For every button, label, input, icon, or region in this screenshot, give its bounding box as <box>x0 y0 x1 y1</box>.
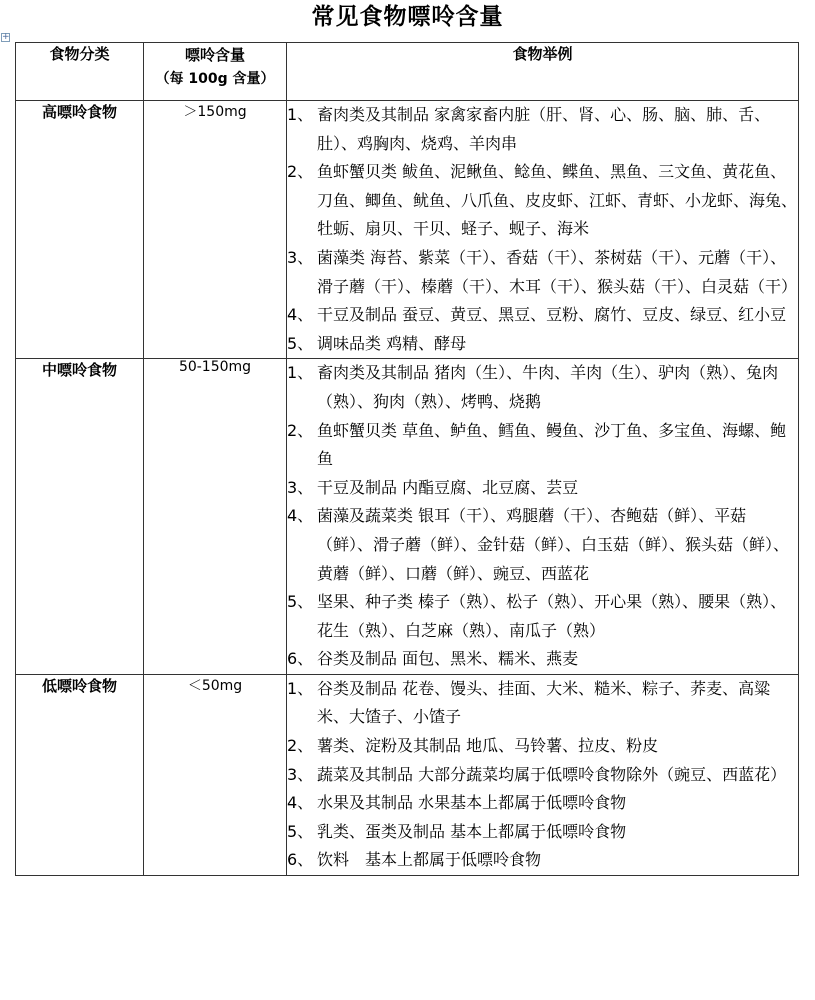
item-number: 3、 <box>287 764 314 784</box>
item-text: 菌藻类 海苔、紫菜（干）、香菇（干）、茶树菇（干）、元蘑（干）、滑子蘑（干）、榛蘑（干）、木耳（干）、猴头菇（干）、白灵菇（干） <box>317 247 798 296</box>
examples-cell <box>287 101 799 359</box>
purine-table <box>15 42 799 876</box>
item-number: 1、 <box>287 678 314 698</box>
list-item <box>287 101 798 158</box>
purine-range-cell: ＜50mg <box>144 674 287 875</box>
header-examples: 食物举例 <box>287 43 799 101</box>
item-number: 4、 <box>287 793 314 813</box>
item-text: 鱼虾蟹贝类 鲅鱼、泥鳅鱼、鲶鱼、鲽鱼、黑鱼、三文鱼、黄花鱼、刀鱼、鲫鱼、鱿鱼、八爪鱼、皮皮虾、江虾、青虾、小龙虾、海兔、牡蛎、扇贝、干贝、蛏子、蚬子、海米 <box>317 162 798 239</box>
item-number: 2、 <box>287 420 314 440</box>
item-text: 谷类及制品 面包、黑米、糯米、燕麦 <box>317 649 579 669</box>
examples-cell <box>287 359 799 675</box>
category-cell: 低嘌呤食物 <box>16 674 144 875</box>
header-content <box>144 43 287 101</box>
item-text: 调味品类 鸡精、酵母 <box>317 333 467 353</box>
item-number: 6、 <box>287 850 314 870</box>
table-row <box>16 359 799 675</box>
table-header-row <box>16 43 799 101</box>
list-item <box>287 846 798 875</box>
item-text: 蔬菜及其制品 大部分蔬菜均属于低嘌呤食物除外（豌豆、西蓝花） <box>317 764 787 784</box>
item-text: 畜肉类及其制品 家禽家畜内脏（肝、肾、心、肠、脑、肺、舌、肚）、鸡胸肉、烧鸡、羊肉串 <box>317 105 771 153</box>
item-text: 畜肉类及其制品 猪肉（生）、牛肉、羊肉（生）、驴肉（熟）、兔肉（熟）、狗肉（熟）、烤鸭、烧鹅 <box>317 363 779 411</box>
item-text: 干豆及制品 内酯豆腐、北豆腐、芸豆 <box>317 477 579 497</box>
item-number: 5、 <box>287 821 314 841</box>
list-item <box>287 732 798 761</box>
item-number: 3、 <box>287 247 314 267</box>
list-item <box>287 502 798 588</box>
header-content-unit: （每 100g 含量） <box>155 71 275 87</box>
item-text: 坚果、种子类 榛子（熟）、松子（熟）、开心果（熟）、腰果（熟）、花生（熟）、白芝麻（熟）、南瓜子（熟） <box>317 592 787 640</box>
list-item <box>287 158 798 244</box>
item-number: 1、 <box>287 363 314 383</box>
table-row <box>16 101 799 359</box>
list-item <box>287 417 798 474</box>
purine-range-cell: 50-150mg <box>144 359 287 675</box>
list-item <box>287 818 798 847</box>
list-item <box>287 761 798 790</box>
document-title: 常见食物嘌呤含量 <box>311 3 504 30</box>
item-text: 饮料 基本上都属于低嘌呤食物 <box>317 850 542 870</box>
header-category: 食物分类 <box>16 43 144 101</box>
item-text: 谷类及制品 花卷、馒头、挂面、大米、糙米、粽子、荞麦、高粱米、大馇子、小馇子 <box>317 678 771 727</box>
item-number: 1、 <box>287 105 314 124</box>
item-number: 5、 <box>287 592 314 612</box>
table-move-handle-icon[interactable]: + <box>2 32 10 42</box>
item-number: 2、 <box>287 736 314 756</box>
item-text: 薯类、淀粉及其制品 地瓜、马铃薯、拉皮、粉皮 <box>317 736 659 756</box>
list-item <box>287 301 798 330</box>
item-text: 乳类、蛋类及制品 基本上都属于低嘌呤食物 <box>317 821 627 841</box>
item-number: 2、 <box>287 162 314 182</box>
header-content-label: 嘌呤含量 <box>184 46 245 64</box>
list-item <box>287 359 798 416</box>
item-text: 干豆及制品 蚕豆、黄豆、黑豆、豆粉、腐竹、豆皮、绿豆、红小豆 <box>317 305 787 325</box>
purine-range-cell: ＞150mg <box>144 101 287 359</box>
item-text: 鱼虾蟹贝类 草鱼、鲈鱼、鳕鱼、鳗鱼、沙丁鱼、多宝鱼、海螺、鲍鱼 <box>317 420 787 469</box>
item-number: 6、 <box>287 649 314 669</box>
category-cell: 中嘌呤食物 <box>16 359 144 675</box>
item-text: 菌藻及蔬菜类 银耳（干）、鸡腿蘑（干）、杏鲍菇（鲜）、平菇（鲜）、滑子蘑（鲜）、金针菇（鲜）、白玉菇（鲜）、猴头菇（鲜）、黄蘑（鲜）、口蘑（鲜）、豌豆、西蓝花 <box>317 506 790 583</box>
table-row <box>16 674 799 875</box>
category-cell: 高嘌呤食物 <box>16 101 144 359</box>
item-text: 水果及其制品 水果基本上都属于低嘌呤食物 <box>317 793 627 813</box>
list-item <box>287 789 798 818</box>
list-item <box>287 330 798 359</box>
list-item <box>287 588 798 645</box>
examples-cell <box>287 674 799 875</box>
item-number: 4、 <box>287 305 314 325</box>
item-number: 3、 <box>287 477 314 497</box>
list-item <box>287 675 798 732</box>
list-item <box>287 645 798 674</box>
list-item <box>287 244 798 301</box>
list-item <box>287 474 798 503</box>
item-number: 5、 <box>287 333 314 353</box>
item-number: 4、 <box>287 506 314 526</box>
